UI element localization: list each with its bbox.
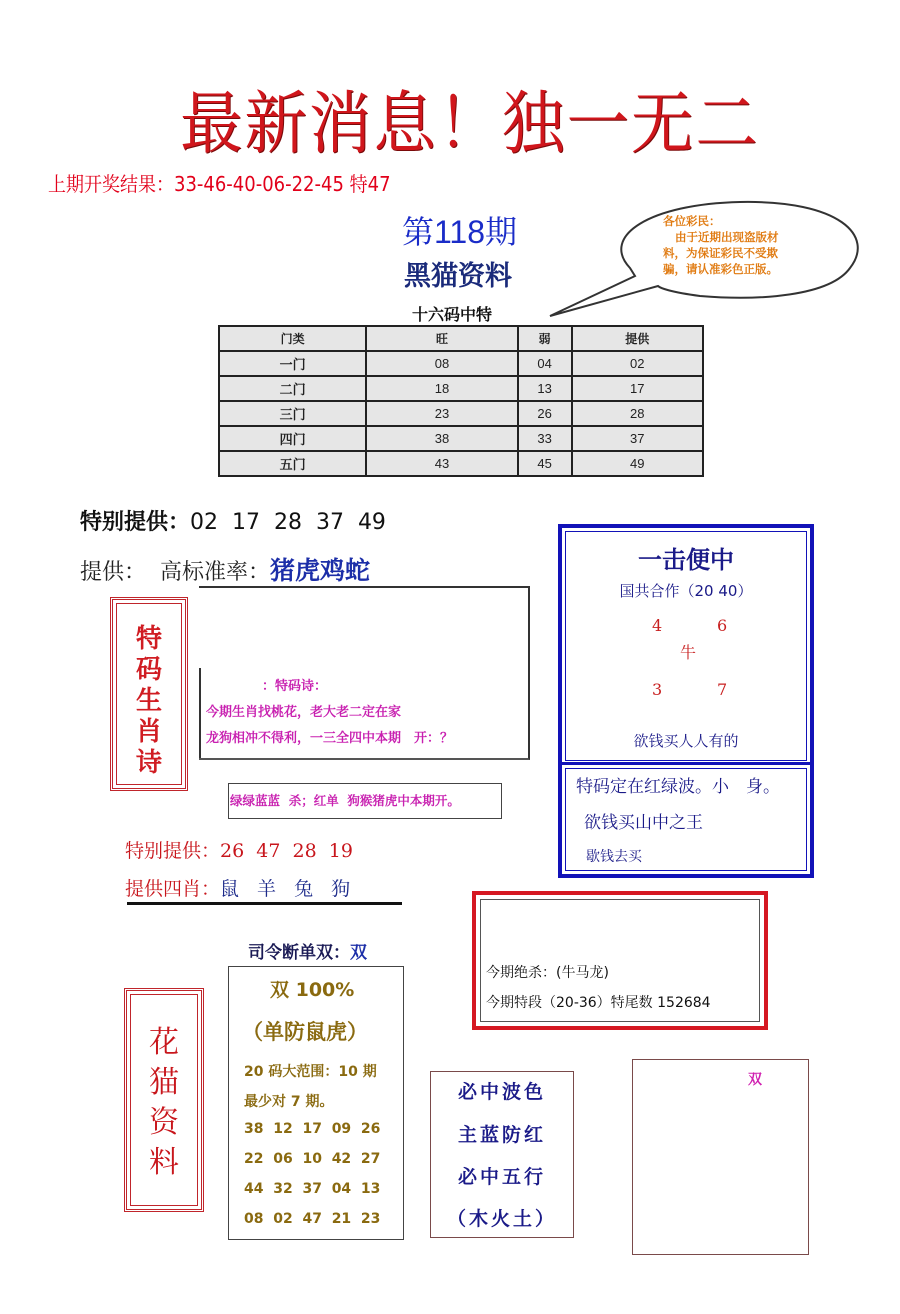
poem-side-title: [113, 624, 185, 779]
bubble-line: 骗，请认准彩色正版。: [663, 262, 778, 276]
table-row: [219, 426, 703, 451]
absolute-kill-line: 今期绝杀：(牛马龙): [486, 965, 609, 981]
header-cell: 门类: [219, 326, 366, 351]
special-segment-line: 今期特段（20-36）特尾数 152684: [486, 995, 711, 1011]
gate-table: [218, 325, 704, 477]
side-char: 资: [149, 1105, 179, 1140]
range-line: 最少对 7 期。: [244, 1094, 334, 1110]
wave-line: 主蓝防红: [457, 1124, 546, 1146]
flower-cat-box: [124, 988, 204, 1212]
header-cell: 提供: [572, 326, 703, 351]
command-value: 双: [350, 943, 367, 963]
side-char: 诗: [135, 748, 162, 778]
table-cell: 26: [518, 401, 572, 426]
source-title: 黑猫资料: [404, 261, 512, 292]
table-cell: 二门: [219, 376, 366, 401]
four-zodiacs-values: 鼠 羊 兔 狗: [220, 878, 357, 900]
number-row: 22 06 10 42 27: [244, 1151, 381, 1167]
odd-even-box: [632, 1059, 809, 1255]
poem-line: 龙狗相冲不得利，一三全四中本期 开：？: [206, 731, 454, 746]
table-row: [219, 451, 703, 476]
high-rate-zodiacs: 猪虎鸡蛇: [270, 556, 371, 585]
table-cell: 08: [366, 351, 517, 376]
number-row: 08 02 47 21 23: [244, 1211, 381, 1227]
double-title: 双 100%: [270, 979, 355, 1001]
side-char: 猫: [149, 1065, 179, 1100]
table-row: [219, 351, 703, 376]
table-cell: 五门: [219, 451, 366, 476]
table-cell: 02: [572, 351, 703, 376]
one-hit-num: 3: [652, 680, 663, 699]
table-cell: 17: [572, 376, 703, 401]
bubble-line: 由于近期出现盗版材: [675, 230, 779, 244]
table-cell: 四门: [219, 426, 366, 451]
special-provide: [80, 505, 386, 536]
special-provide-2-label: 特别提供：: [125, 840, 221, 862]
one-hit-line2: 欲钱买山中之王: [584, 813, 703, 833]
odd-even-value: 双: [748, 1072, 762, 1088]
header-cell: 旺: [366, 326, 517, 351]
one-hit-hint: 欲钱买人人有的: [633, 732, 739, 750]
range-line: 20 码大范围：10 期: [244, 1064, 377, 1080]
bubble-line: 料，为保证彩民不受欺: [663, 246, 778, 260]
table-cell: 28: [572, 401, 703, 426]
side-char: 肖: [135, 717, 162, 747]
table-cell: 13: [518, 376, 572, 401]
special-provide-2-numbers: 26 47 28 19: [220, 840, 353, 862]
flower-cat-title: [127, 1023, 201, 1183]
one-hit-wave: 特码定在红绿波。小 身。: [576, 777, 780, 797]
table-cell: 18: [366, 376, 517, 401]
table-cell: 37: [572, 426, 703, 451]
side-char: 料: [149, 1145, 179, 1180]
double-subtitle: （单防鼠虎）: [242, 1020, 368, 1044]
one-hit-num: 6: [717, 616, 728, 635]
high-rate: [80, 551, 370, 587]
one-hit-box: [558, 524, 814, 878]
page-title: 最新消息！独一无二: [180, 85, 760, 164]
table-cell: 33: [518, 426, 572, 451]
special-provide-label: 特别提供：: [80, 510, 191, 535]
four-zodiacs-label: 提供四肖：: [125, 878, 221, 900]
header-cell: 弱: [518, 326, 572, 351]
side-char: 生: [135, 686, 162, 716]
four-zodiacs: [125, 874, 356, 901]
wave-line: 必中五行: [457, 1166, 546, 1188]
wave-line: 必中波色: [457, 1081, 546, 1103]
table-cell: 04: [518, 351, 572, 376]
kill-wave-text: 绿绿蓝蓝 杀；红单 狗猴猪虎中本期开。: [230, 793, 460, 808]
poem-side-box: [110, 597, 188, 791]
table-cell: 23: [366, 401, 517, 426]
table-cell: 38: [366, 426, 517, 451]
high-rate-label: 提供： 高标准率：: [80, 560, 270, 585]
side-char: 码: [135, 655, 162, 685]
table-cell: 45: [518, 451, 572, 476]
one-hit-num: 4: [652, 616, 663, 635]
poem-text: [206, 674, 453, 752]
table-row: [219, 401, 703, 426]
table-subtitle: 十六码中特: [412, 305, 493, 324]
bubble-notice: [663, 213, 813, 277]
divider: [127, 902, 402, 905]
command-label: 司令断单双：: [248, 943, 350, 963]
bubble-line: 各位彩民：: [663, 214, 721, 228]
previous-result: 上期开奖结果：33-46-40-06-22-45 特47: [48, 172, 391, 196]
one-hit-subtitle: 国共合作（20 40）: [619, 582, 753, 600]
side-char: 特: [135, 624, 162, 654]
special-provide-numbers: 02 17 28 37 49: [190, 510, 386, 535]
number-row: 44 32 37 04 13: [244, 1181, 381, 1197]
issue-number: 第118期: [402, 214, 518, 250]
one-hit-line3: 歇钱去买: [586, 849, 642, 865]
poem-line: 今期生肖找桃花，老大老二定在家: [206, 705, 402, 720]
table-cell: 49: [572, 451, 703, 476]
table-row: [219, 376, 703, 401]
table-cell: 一门: [219, 351, 366, 376]
table-header-row: [219, 326, 703, 351]
one-hit-title: 一击便中: [638, 545, 734, 574]
number-row: 38 12 17 09 26: [244, 1121, 381, 1137]
command-odd-even: [248, 938, 367, 963]
one-hit-num: 7: [717, 680, 728, 699]
one-hit-center: 牛: [680, 643, 697, 662]
side-char: 花: [149, 1025, 179, 1060]
poem-heading: ：特码诗：: [262, 679, 328, 694]
table-cell: 三门: [219, 401, 366, 426]
special-provide-2: [125, 836, 353, 863]
wave-line: （木火土）: [446, 1208, 557, 1230]
table-cell: 43: [366, 451, 517, 476]
